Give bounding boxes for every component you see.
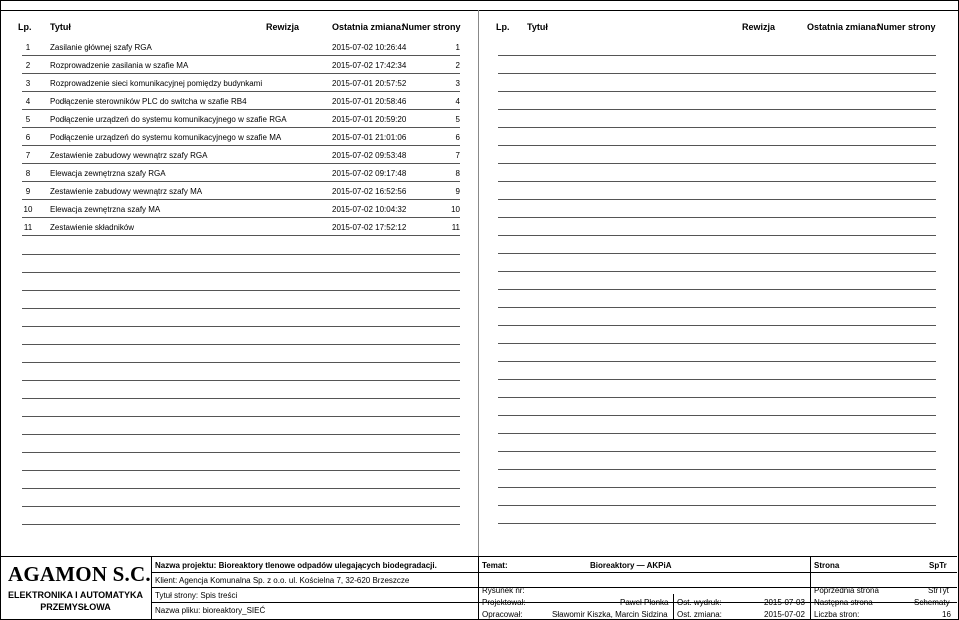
prev-page-label: Poprzednia strona xyxy=(814,586,879,595)
row-date: 2015-07-02 10:04:32 xyxy=(332,205,407,214)
row-date: 2015-07-02 16:52:56 xyxy=(332,187,407,196)
row-title: Zestawienie zabudowy wewnątrz szafy MA xyxy=(50,187,203,196)
header-revision: Rewizja xyxy=(266,22,300,32)
empty-row-rule xyxy=(498,379,936,380)
company-logo xyxy=(0,557,152,619)
last-change-label: Ost. zmiana: xyxy=(677,610,722,619)
page-title: Tytuł strony: Spis treści xyxy=(155,591,238,600)
empty-row-rule xyxy=(498,451,936,452)
topic-value: Bioreaktory — AKPiA xyxy=(590,561,672,570)
table-row[interactable] xyxy=(0,164,478,182)
row-title: Podłączenie sterowników PLC do switcha w szafie RB4 xyxy=(50,97,247,106)
last-change-value: 2015-07-02 xyxy=(764,610,805,619)
row-page: 3 xyxy=(455,79,460,88)
header-lp: Lp. xyxy=(18,22,32,32)
page-value: SpTr xyxy=(929,561,947,570)
table-row[interactable] xyxy=(0,92,478,110)
empty-row-rule xyxy=(22,380,460,381)
empty-row-rule xyxy=(498,199,936,200)
row-lp: 6 xyxy=(25,133,31,142)
empty-row-rule xyxy=(498,325,936,326)
empty-row-rule xyxy=(22,254,460,255)
row-lp: 10 xyxy=(23,205,33,214)
empty-row-rule xyxy=(22,524,460,525)
page-label: Strona xyxy=(814,561,840,570)
empty-row-rule xyxy=(498,253,936,254)
row-page: 8 xyxy=(455,169,460,178)
row-page: 11 xyxy=(451,223,460,232)
grid-line xyxy=(151,572,957,573)
empty-row-rule xyxy=(498,235,936,236)
row-title: Rozprowadzenie sieci komunikacyjnej pomiędzy budynkami xyxy=(50,79,263,88)
topic-label: Temat: xyxy=(482,561,508,570)
table-row[interactable] xyxy=(0,128,478,146)
empty-row-rule xyxy=(22,434,460,435)
row-page: 6 xyxy=(455,133,460,142)
row-lp: 3 xyxy=(25,79,31,88)
grid-line xyxy=(810,557,811,619)
designer-value: Paweł Płonka xyxy=(620,598,669,607)
empty-row-rule xyxy=(498,487,936,488)
row-title: Zasilanie głównej szafy RGA xyxy=(50,43,152,52)
table-row[interactable] xyxy=(0,74,478,92)
empty-row-rule xyxy=(498,73,936,74)
empty-row-rule xyxy=(498,55,936,56)
project-name: Nazwa projektu: Bioreaktory tlenowe odpadów ulegających biodegradacji. xyxy=(155,561,437,570)
row-title: Rozprowadzenie zasilania w szafie MA xyxy=(50,61,189,70)
row-date: 2015-07-01 21:01:06 xyxy=(332,133,407,142)
row-lp: 5 xyxy=(25,115,31,124)
table-row[interactable] xyxy=(0,38,478,56)
row-lp: 8 xyxy=(25,169,31,178)
column-divider xyxy=(478,10,479,556)
empty-row-rule xyxy=(22,452,460,453)
header-last-change: Ostatnia zmiana: xyxy=(807,22,880,32)
empty-row-rule xyxy=(498,505,936,506)
empty-row-rule xyxy=(498,271,936,272)
header-title: Tytuł xyxy=(50,22,71,32)
empty-row-rule xyxy=(22,308,460,309)
logo-text: AGAMON S.C. xyxy=(8,562,151,586)
empty-row-rule xyxy=(498,343,936,344)
table-row[interactable] xyxy=(0,146,478,164)
row-page: 7 xyxy=(455,151,460,160)
header-page-no: Numer strony xyxy=(877,22,936,32)
table-row[interactable] xyxy=(0,200,478,218)
row-date: 2015-07-01 20:59:20 xyxy=(332,115,407,124)
empty-row-rule xyxy=(22,362,460,363)
empty-row-rule xyxy=(22,326,460,327)
empty-row-rule xyxy=(498,523,936,524)
empty-row-rule xyxy=(498,415,936,416)
row-title: Elewacja zewnętrzna szafy RGA xyxy=(50,169,166,178)
row-page: 5 xyxy=(455,115,460,124)
empty-row-rule xyxy=(22,416,460,417)
drawing-label: Rysunek nr: xyxy=(482,586,525,595)
row-lp: 1 xyxy=(25,43,31,52)
empty-row-rule xyxy=(498,181,936,182)
empty-row-rule xyxy=(498,145,936,146)
header-lp: Lp. xyxy=(496,22,510,32)
table-row[interactable] xyxy=(0,182,478,200)
prepared-value: Sławomir Kiszka, Marcin Sidzina xyxy=(552,610,668,619)
empty-row-rule xyxy=(498,307,936,308)
table-row[interactable] xyxy=(0,218,478,236)
grid-line xyxy=(673,594,674,619)
row-page: 1 xyxy=(455,43,460,52)
empty-row-rule xyxy=(22,506,460,507)
row-date: 2015-07-01 20:57:52 xyxy=(332,79,407,88)
logo-subtitle: PRZEMYSŁOWA xyxy=(40,602,111,612)
empty-row-rule xyxy=(22,272,460,273)
row-rule xyxy=(22,235,460,236)
page-count-label: Liczba stron: xyxy=(814,610,860,619)
last-print-value: 2015-07-03 xyxy=(764,598,805,607)
row-lp: 7 xyxy=(25,151,31,160)
empty-row-rule xyxy=(22,344,460,345)
row-lp: 9 xyxy=(25,187,31,196)
row-date: 2015-07-02 10:26:44 xyxy=(332,43,407,52)
row-page: 10 xyxy=(451,205,460,214)
empty-row-rule xyxy=(498,361,936,362)
row-title: Podłączenie urządzeń do systemu komunikacyjnego w szafie MA xyxy=(50,133,282,142)
row-date: 2015-07-02 17:52:12 xyxy=(332,223,407,232)
empty-row-rule xyxy=(498,433,936,434)
row-lp: 11 xyxy=(23,223,33,232)
header-page-no: Numer strony xyxy=(402,22,461,32)
row-date: 2015-07-02 09:17:48 xyxy=(332,169,407,178)
empty-row-rule xyxy=(498,469,936,470)
row-date: 2015-07-01 20:58:46 xyxy=(332,97,407,106)
file-name: Nazwa pliku: bioreaktory_SIEĆ xyxy=(155,606,266,615)
row-title: Elewacja zewnętrzna szafy MA xyxy=(50,205,161,214)
row-lp: 2 xyxy=(25,61,31,70)
row-title: Zestawienie składników xyxy=(50,223,135,232)
empty-row-rule xyxy=(22,488,460,489)
title-block xyxy=(0,556,957,619)
table-row[interactable] xyxy=(0,56,478,74)
prev-page-link[interactable]: StrTyt xyxy=(928,586,949,595)
empty-row-rule xyxy=(22,290,460,291)
next-page-label: Następna strona xyxy=(814,598,873,607)
prepared-label: Opracował: xyxy=(482,610,523,619)
last-print-label: Ost. wydruk: xyxy=(677,598,722,607)
empty-row-rule xyxy=(498,109,936,110)
row-page: 9 xyxy=(455,187,460,196)
row-lp: 4 xyxy=(25,97,31,106)
top-border xyxy=(0,10,959,11)
header-revision: Rewizja xyxy=(742,22,776,32)
grid-line xyxy=(478,557,479,619)
row-title: Podłączenie urządzeń do systemu komunikacyjnego w szafie RGA xyxy=(50,115,287,124)
empty-row-rule xyxy=(498,397,936,398)
header-last-change: Ostatnia zmiana: xyxy=(332,22,405,32)
next-page-link[interactable]: Schematy xyxy=(914,598,950,607)
row-date: 2015-07-02 17:42:34 xyxy=(332,61,407,70)
table-row[interactable] xyxy=(0,110,478,128)
empty-row-rule xyxy=(22,398,460,399)
header-title: Tytuł xyxy=(527,22,548,32)
empty-row-rule xyxy=(498,127,936,128)
empty-row-rule xyxy=(498,289,936,290)
row-title: Zestawienie zabudowy wewnątrz szafy RGA xyxy=(50,151,208,160)
empty-row-rule xyxy=(22,470,460,471)
empty-row-rule xyxy=(498,163,936,164)
page-count-value: 16 xyxy=(942,610,951,619)
row-date: 2015-07-02 09:53:48 xyxy=(332,151,407,160)
designer-label: Projektował: xyxy=(482,598,526,607)
row-page: 4 xyxy=(455,97,460,106)
client-info: Klient: Agencja Komunalna Sp. z o.o. ul. Kościelna 7, 32-620 Brzeszcze xyxy=(155,576,410,585)
empty-row-rule xyxy=(498,91,936,92)
empty-row-rule xyxy=(498,217,936,218)
logo-subtitle: ELEKTRONIKA I AUTOMATYKA xyxy=(8,590,143,600)
row-page: 2 xyxy=(455,61,460,70)
